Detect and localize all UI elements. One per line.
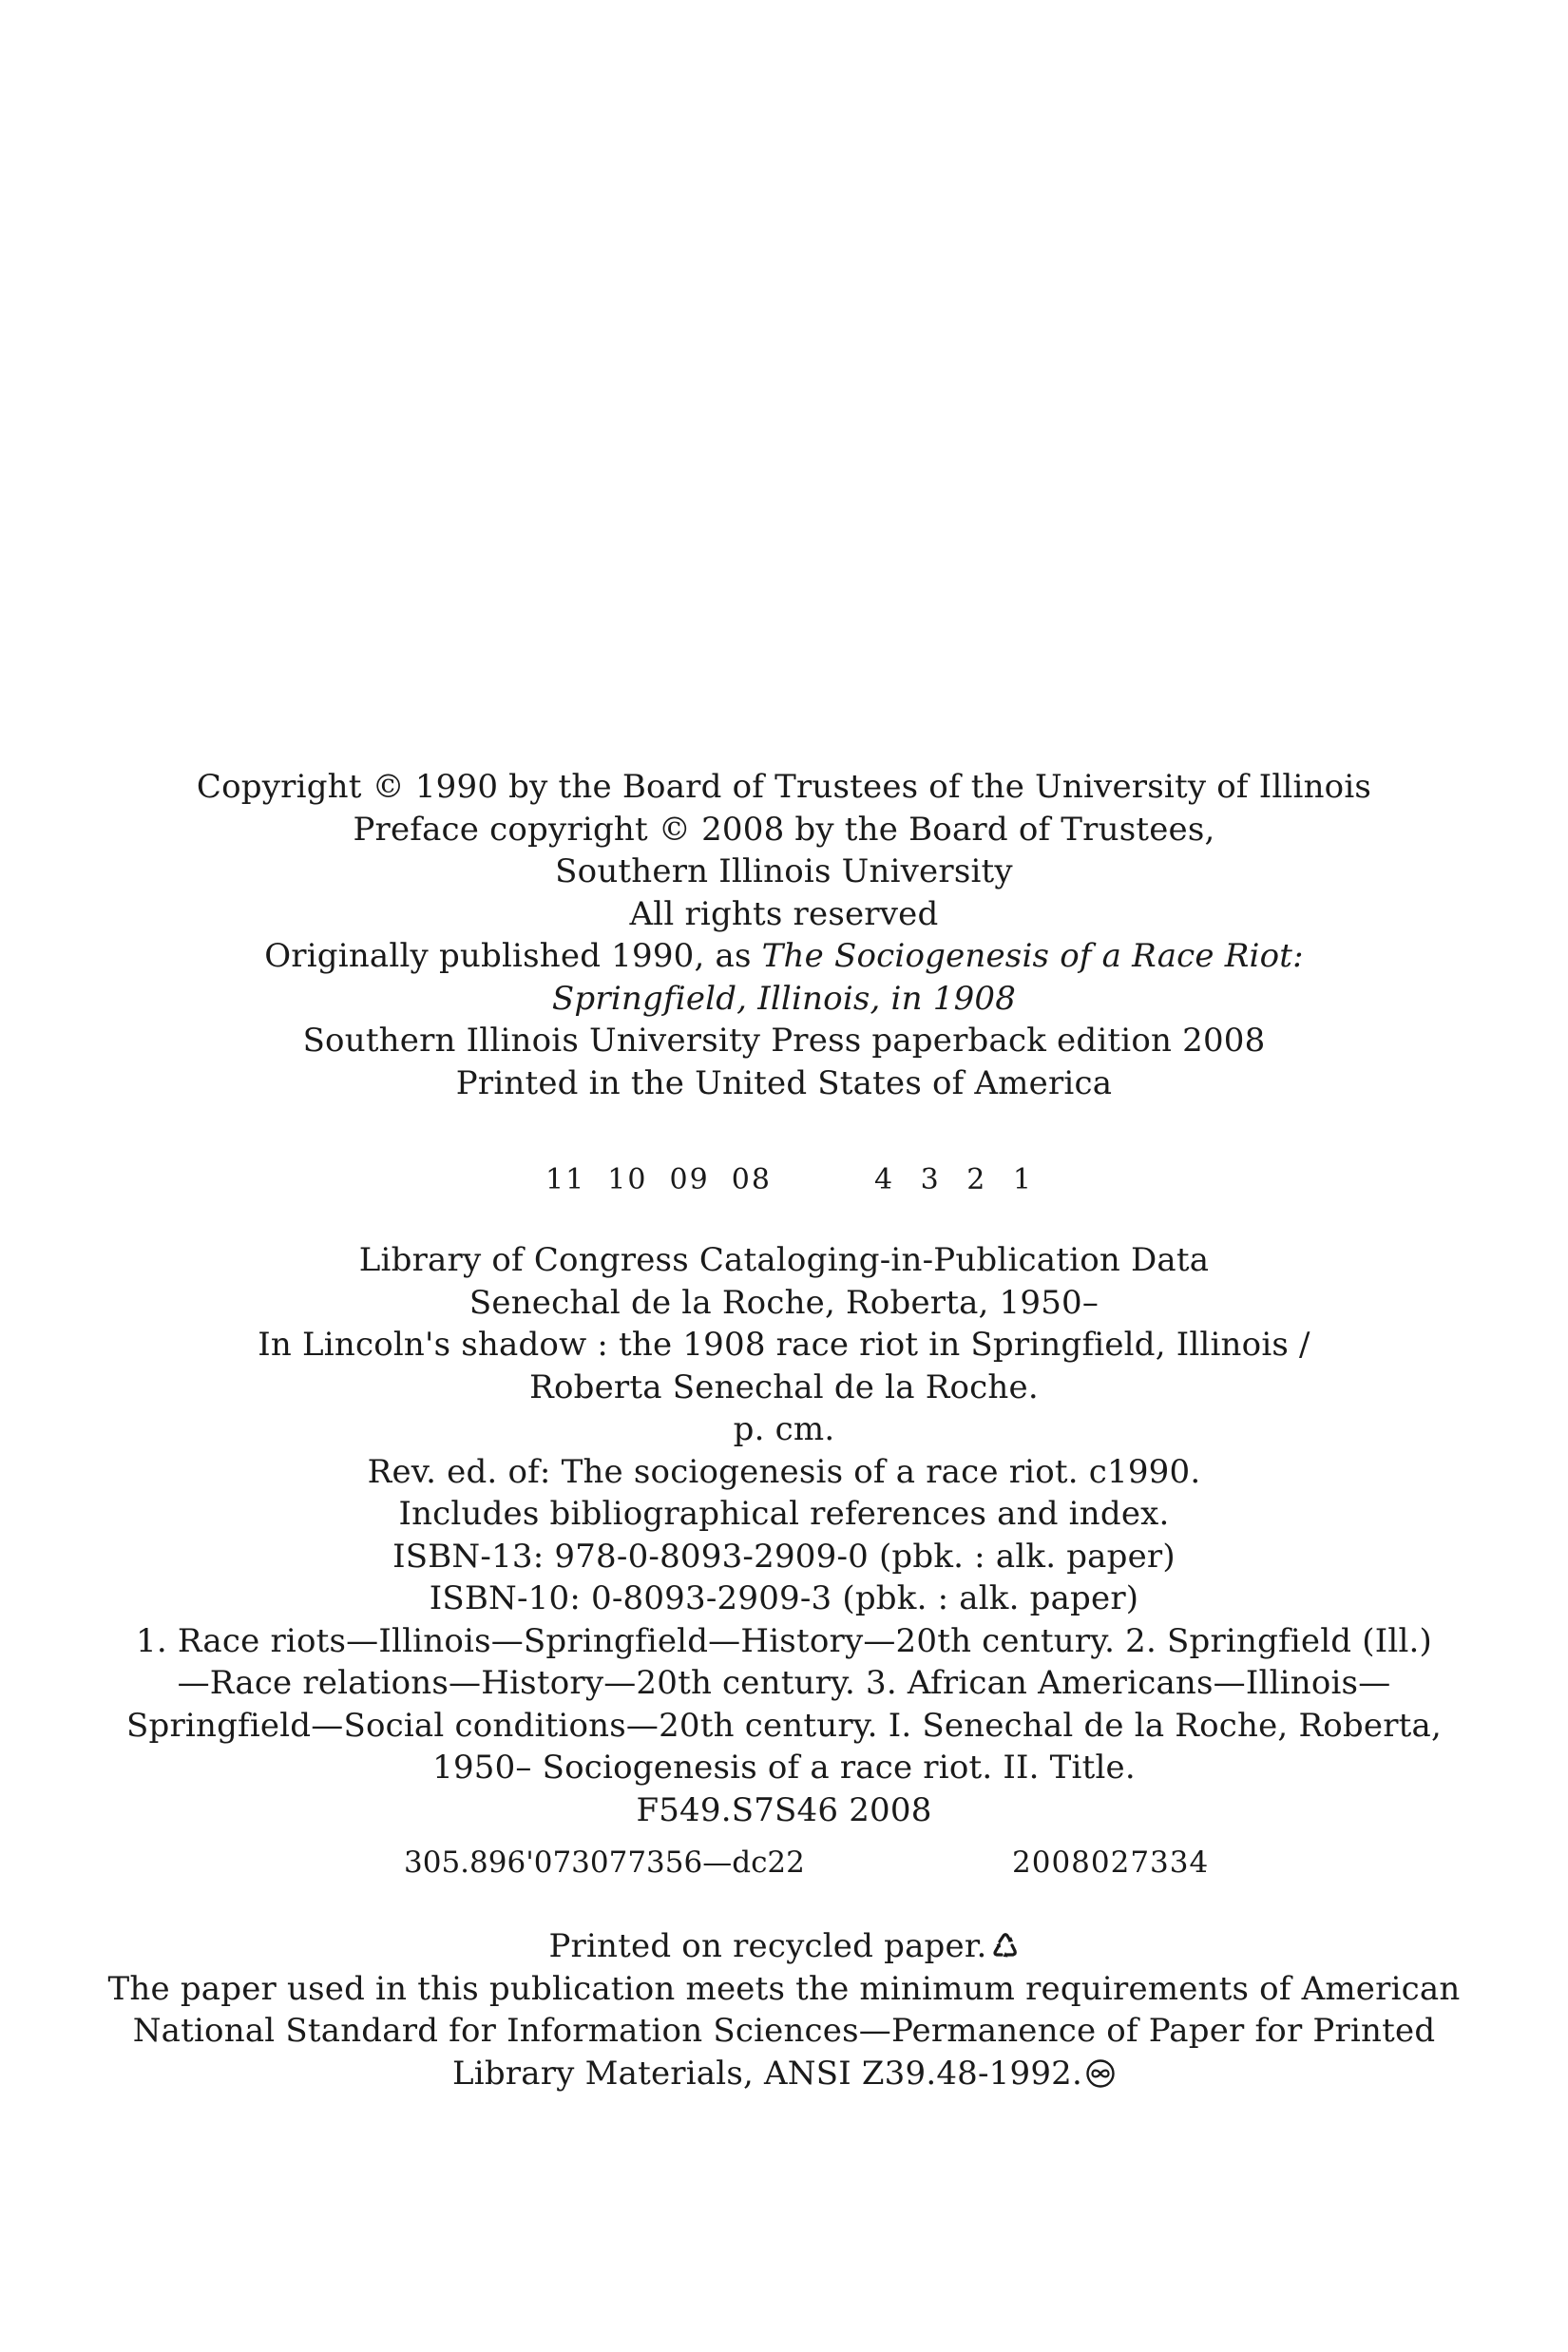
standard-last-line — [0, 2053, 1568, 2095]
standard-line: National Standard for Information Sciences—Permanence of Paper for Printed — [132, 2012, 1436, 2050]
cip-subjects-line: Springfield—Social conditions—20th century. I. Senechal de la Roche, Roberta, — [125, 1706, 1443, 1745]
printer-key-years: 11 10 09 08 — [545, 1163, 772, 1196]
dewey-number: 305.896'073077356—dc22 — [404, 1845, 805, 1880]
copyright-notice — [0, 766, 1568, 1104]
printer-key — [0, 1159, 1568, 1201]
cip-isbn10: ISBN-10: 0-8093-2909-3 (pbk. : alk. paper) — [429, 1579, 1139, 1617]
cip-statement-of-responsibility: Roberta Senechal de la Roche. — [529, 1367, 1039, 1406]
cip-classification-row — [0, 1842, 1568, 1884]
recycle-icon — [991, 1931, 1020, 1960]
original-title-part2: Springfield, Illinois, in 1908 — [551, 979, 1017, 1018]
original-publication-line — [0, 935, 1568, 978]
cip-subjects-line: 1950– Sociogenesis of a race riot. II. Title. — [432, 1749, 1136, 1787]
original-publication-prefix: Originally published 1990, as — [264, 937, 762, 975]
copyright-holder-line: Southern Illinois University — [555, 852, 1013, 890]
paper-notice — [0, 1925, 1568, 2094]
cip-subjects-line: —Race relations—History—20th century. 3. African Americans—Illinois— — [177, 1664, 1391, 1702]
rights-reserved-line: All rights reserved — [629, 894, 939, 933]
standard-line: The paper used in this publication meets the minimum requirements of American — [107, 1969, 1461, 2008]
copyright-line: Copyright © 1990 by the Board of Trustees of the University of Illinois — [196, 768, 1372, 806]
edition-line: Southern Illinois University Press paperback edition 2008 — [302, 1022, 1266, 1060]
cip-lc-classification: F549.S7S46 2008 — [636, 1790, 932, 1829]
cip-note-revision: Rev. ed. of: The sociogenesis of a race riot. c1990. — [367, 1452, 1201, 1491]
cip-author: Senechal de la Roche, Roberta, 1950– — [468, 1283, 1100, 1322]
permanence-infinity-icon — [1085, 2058, 1116, 2089]
lccn-number: 2008027334 — [1012, 1845, 1210, 1880]
cip-heading: Library of Congress Cataloging-in-Publication Data — [358, 1241, 1210, 1279]
preface-copyright-line: Preface copyright © 2008 by the Board of Trustees, — [353, 810, 1215, 849]
original-title-line — [0, 978, 1568, 1021]
printed-in-line: Printed in the United States of America — [455, 1063, 1113, 1102]
original-title-part1: The Sociogenesis of a Race Riot: — [761, 937, 1304, 975]
cip-isbn13: ISBN-13: 978-0-8093-2909-0 (pbk. : alk. paper) — [392, 1537, 1176, 1576]
cip-note-bibliography: Includes bibliographical references and index. — [398, 1495, 1170, 1533]
cip-physical-description: p. cm. — [733, 1410, 835, 1448]
printer-key-impressions: 4 3 2 1 — [874, 1163, 1041, 1196]
cip-subjects-line: 1. Race riots—Illinois—Springfield—History—20th century. 2. Springfield (Ill.) — [136, 1621, 1432, 1660]
recycled-paper-line — [0, 1925, 1568, 1968]
recycled-paper-text: Printed on recycled paper. — [548, 1927, 987, 1965]
cip-data — [0, 1239, 1568, 1831]
cip-title: In Lincoln's shadow : the 1908 race riot in Springfield, Illinois / — [258, 1326, 1310, 1364]
standard-last-text: Library Materials, ANSI Z39.48-1992. — [451, 2054, 1083, 2093]
